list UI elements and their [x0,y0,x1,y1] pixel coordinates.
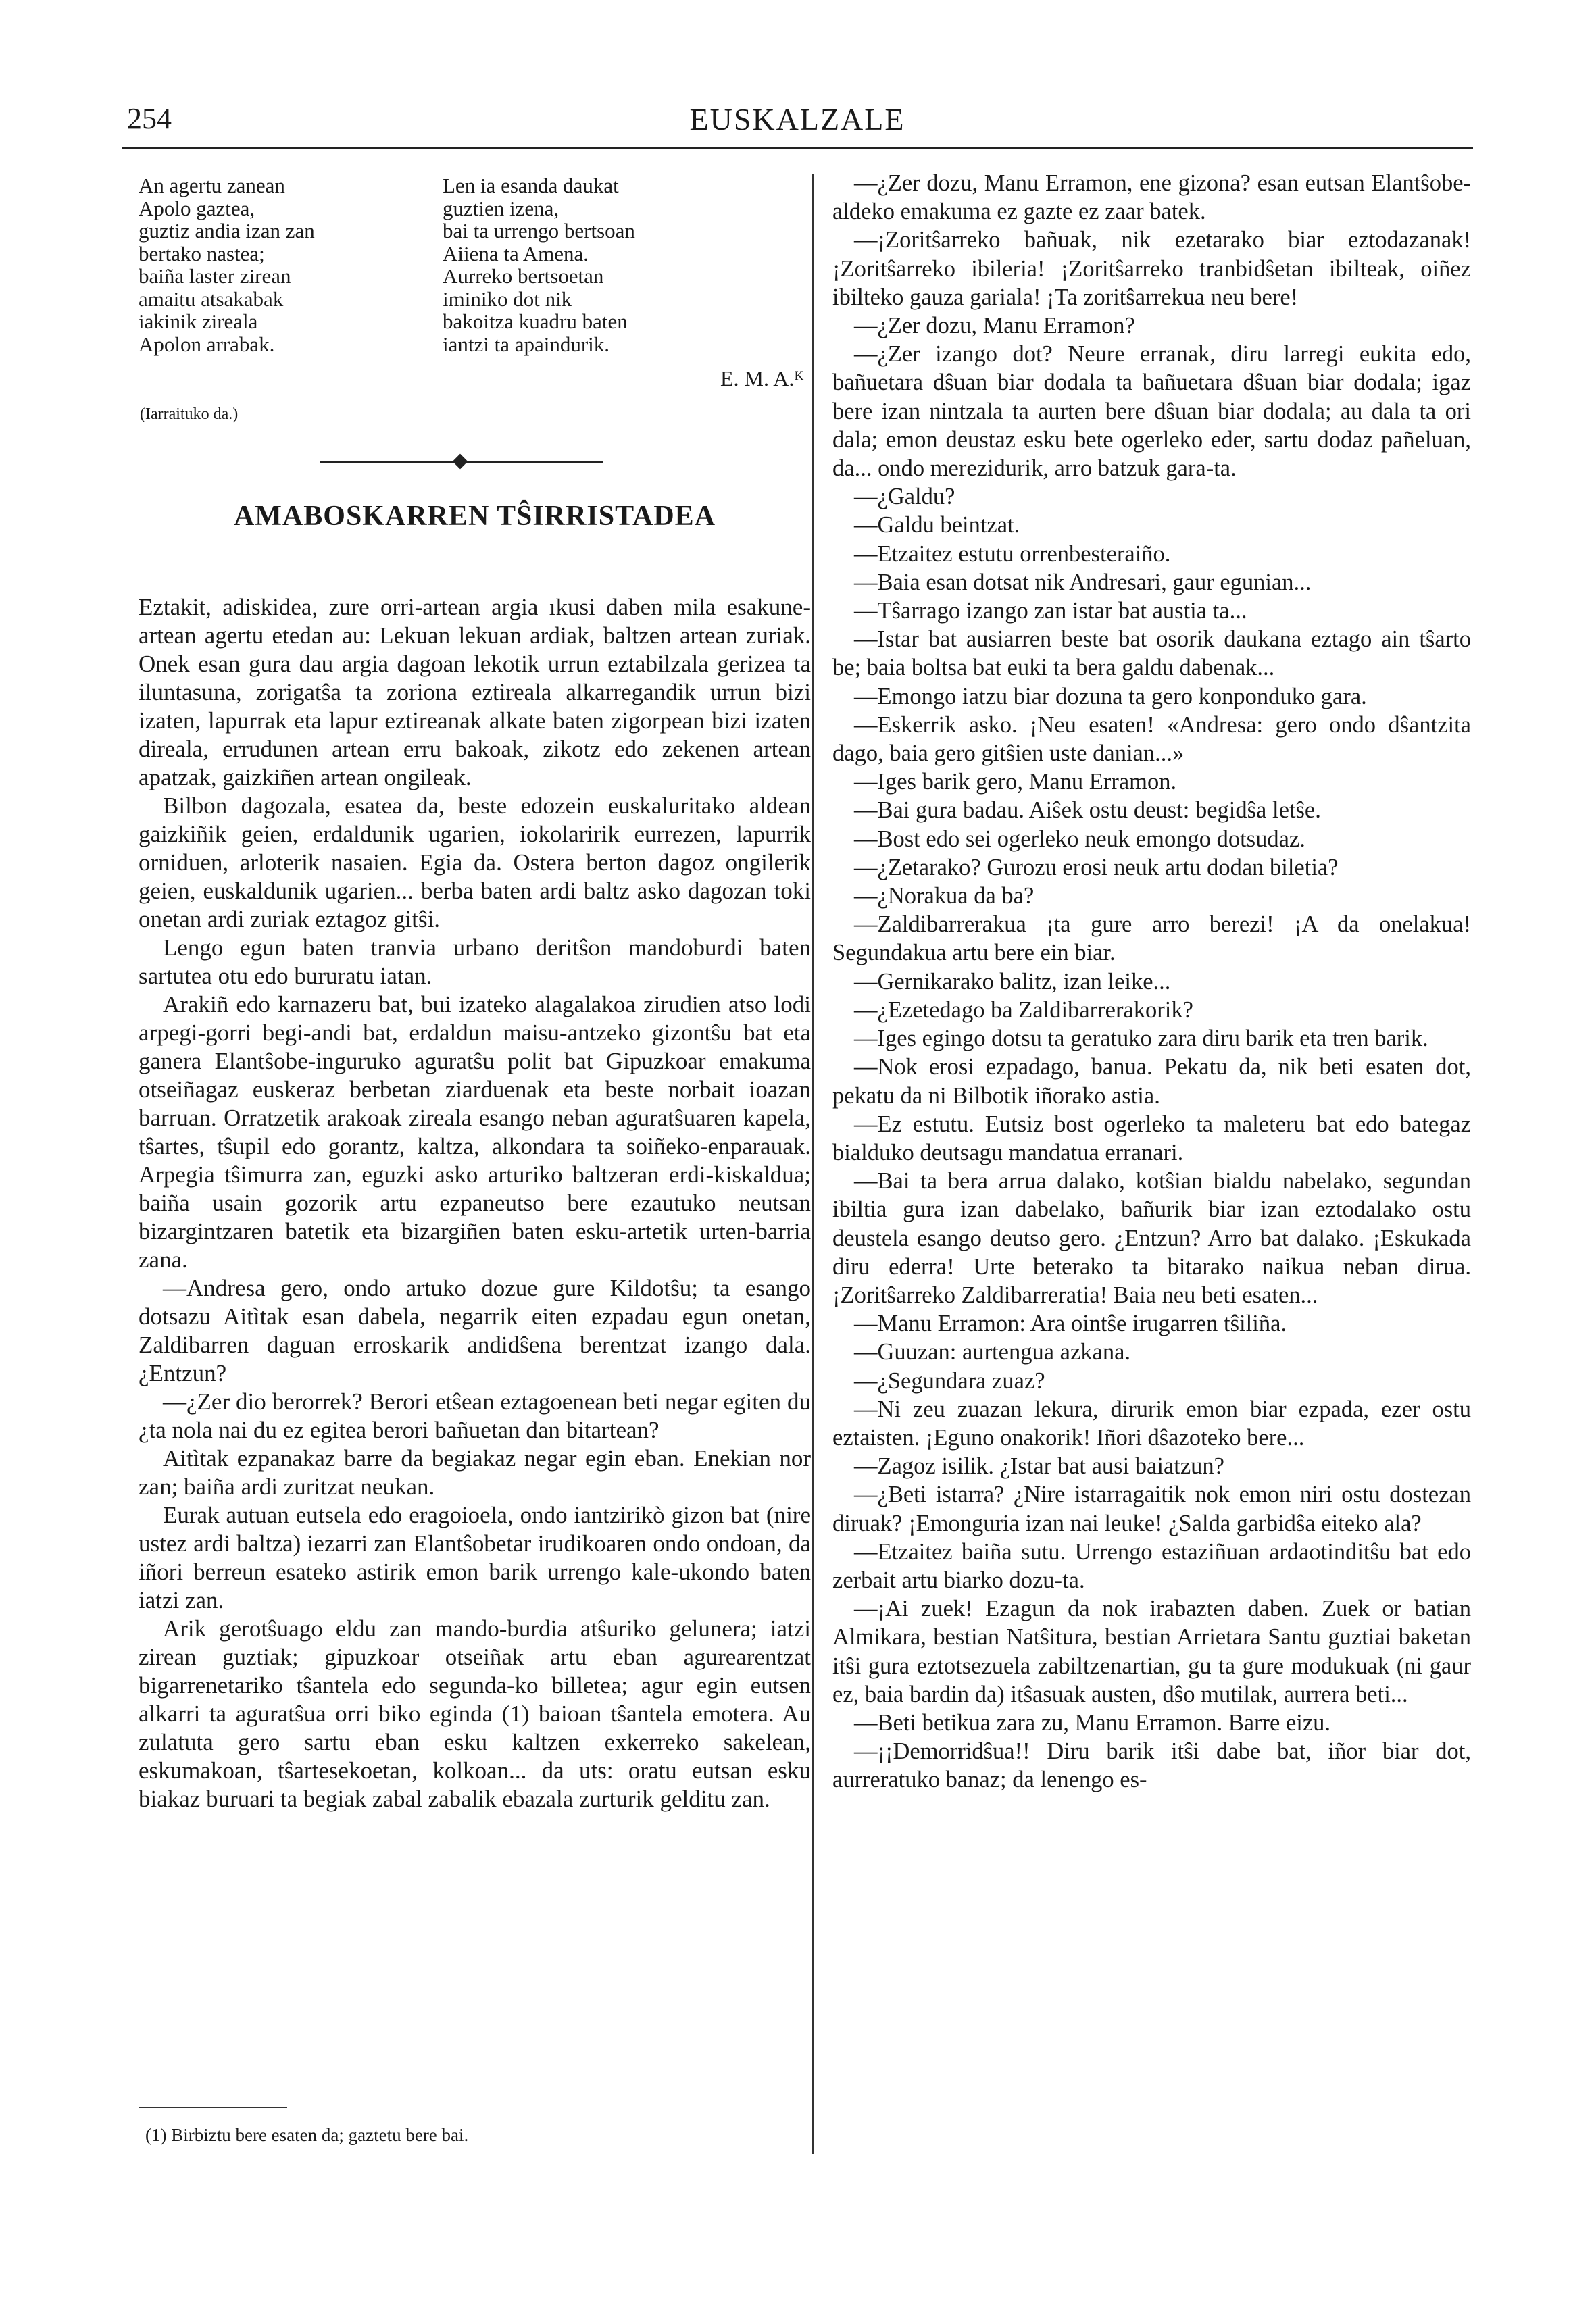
running-title: EUSKALZALE [689,102,905,136]
dialogue-paragraph: —Zagoz isilik. ¿Istar bat ausi baiatzun? [854,1453,1224,1480]
dialogue-paragraph: —Baia esan dotsat nik Andresari, gaur egunian... [854,569,1312,595]
section-ornament [139,453,811,473]
dialogue-paragraph: —Bost edo sei ogerleko neuk emongo dotsudaz. [854,826,1305,852]
dialogue-paragraph: —Gernikarako balitz, izan leike... [854,968,1171,995]
ornament-diamond [453,454,468,470]
article-body-left [139,593,811,1813]
paragraph: Lengo egun baten tranvia urbano deritŝon mandoburdi baten sartutea otu edo bururatu iatan. [139,934,811,989]
poem-line: bai ta urrengo bertsoan [443,219,635,243]
dialogue-paragraph: —Istar bat ausiarren beste bat osorik daukana eztago ain tŝarto be; baia boltsa bat euki ta bera galdu dabenak... [832,626,1471,681]
poem-line: iantzi ta apaindurik. [443,332,610,356]
header-rule [122,147,1473,149]
paragraph: Eurak autuan eutsela edo eragoioela, ondo iantzirikò gizon bat (nire ustez ardi baltza) iezarri zan Elantŝobetar irudikoaren ondo ondoan, da iñori berreun esateko astirik emon barik urrengo kale-ukondo baten iatzi zan. [139,1502,811,1613]
dialogue-paragraph: —¿Norakua da ba? [854,883,1034,909]
paragraph: Aitìtak ezpanakaz barre da begiakaz negar egin eban. Enekian nor zan; baiña ardi zuritzat neukan. [139,1445,811,1500]
poem-line: amaitu atsakabak [139,286,284,311]
dialogue-paragraph: —¡Zoritŝarreko bañuak, nik ezetarako biar eztodazanak! ¡Zoritŝarreko ibileria! ¡Zoritŝarreko tranbidŝetan ibilteak, oiñez ibilteko gauza gariala! ¡Ta zoritŝarrekua neu bere! [832,227,1471,310]
paragraph: Bilbon dagozala, esatea da, beste edozein euskaluritako aldean gaizkiñik geien, erdaldunik ugarien, iokolaririk eurrezen, lapurrik orniduen, arloterik nasaien. Egia da. Ostera berton dagoz ongilerik geien, euskaldunik ugarien... berba baten ardi baltz asko dagozan toki onetan ardi zuriak eztagoz gitŝi. [139,793,811,932]
dialogue-paragraph: —Eskerrik asko. ¡Neu esaten! «Andresa: gero ondo dŝantzita dago, baia gero gitŝien uste danian...» [832,711,1471,767]
poem-line: bertako nastea; [139,241,265,266]
dialogue-paragraph: —Guuzan: aurtengua azkana. [854,1339,1131,1365]
dialogue-paragraph: —Manu Erramon: Ara ointŝe irugarren tŝiliña. [854,1311,1287,1337]
dialogue-paragraph: —Nok erosi ezpadago, banua. Pekatu da, nik beti esaten dot, pekatu da ni Bilbotik iñorako astia. [832,1054,1471,1109]
poem-line: bakoitza kuadru baten [443,309,628,333]
dialogue-paragraph: —¿Zer dozu, Manu Erramon? [854,313,1135,339]
dialogue-paragraph: —Etzaitez estutu orrenbesteraiño. [854,540,1171,567]
right-column [832,169,1471,2169]
dialogue-paragraph: —Beti betikua zara zu, Manu Erramon. Barre eizu. [854,1709,1331,1736]
dialogue-paragraph: —Etzaitez baiña sutu. Urrengo estaziñuan ardaotinditŝu bat edo zerbait artu biarko dozu-ta. [832,1538,1471,1593]
poem-line: guztiz andia izan zan [139,219,315,243]
column-divider [812,174,814,2154]
dialogue-paragraph: —Ez estutu. Eutsiz bost ogerleko ta maleteru bat edo bategaz bialduko deutsagu mandatua erranari. [832,1111,1471,1165]
poem-line: iakinik zireala [139,309,258,333]
poem-line: Aiiena ta Amena. [443,241,589,266]
poem-line: Aurreko bertsoetan [443,264,604,288]
signature: E. M. A.ᴷ [720,366,804,391]
paragraph: Arik gerotŝuago eldu zan mando-burdia atŝuriko gelunera; iatzi zirean guztiak; gipuzkoar otseiñak artu eban agurearentzat bigarrenetariko tŝantela edo segunda-ko billetea; agur egin eutsen alkarri ta aguratŝua orri biko eginda (1) baioan tŝantela emotera. Au zulatuta gero sartu eban esku kaltzen exkerreko sakelean, eskumakoan, tŝartesekoetan, kolkoan... da uts: oratu eutsan esku biakaz buruari ta begiak zabal zabalik ebazala zurturik gelditu zan. [139,1615,811,1812]
footnote-rule [139,2107,287,2108]
poem-line: baiña laster zirean [139,264,291,288]
dialogue-paragraph: —¿Zer dozu, Manu Erramon, ene gizona? esan eutsan Elantŝobe-aldeko emakuma ez gazte ez zaar batek. [832,170,1471,225]
poem-line: Apolo gaztea, [139,196,255,220]
paragraph: Arakiñ edo karnazeru bat, bui izateko alagalakoa zirudien atso lodi arpegi-gorri begi-andi bat, erdaldun maisu-antzeko gizontŝu bat eta ganera Elantŝobe-inguruko aguratŝu polit bat Gipuzkoar emakuma otseiñagaz euskeraz berbetan ziarduenak eta beste norbait ioazan barruan. Orratzetik arakoak zireala esango neban aguratŝuaren kapela, tŝartes, tŝupil edo gorantz, kaltza, alkondara ta soiñeko-enparauak. Arpegia tŝimurra zan, eguzki asko arturiko baltzeran erdi-kiskaldua; baiña usain gozorik artu ezpaneutso bere ezautuko neutsan bizargintzaren batetik eta bizargiñen baten esku-artetik urten-barria zana. [139,991,811,1273]
poem-line: iminiko dot nik [443,286,572,311]
paragraph: Eztakit, adiskidea, zure orri-artean argia ıkusi daben mila esakune-artean agertu etedan au: Lekuan lekuan ardiak, baltzen artean zuriak. Onek esan gura dau argia dagoan lekotik urrun eztabilzala gerizea ta iluntasuna, zorigatŝa ta zoriona eztireala alkarregandik urrun bizi izaten, lapurrak eta lapur eztireanak alkate baten zigorpean bizi izaten direala, errudunen artean erru bakoak, zikotz edo zekenen artean apatzak, gaizkiñen artean ongileak. [139,594,811,790]
continuation-note: (Iarraituko da.) [140,405,239,423]
dialogue-paragraph: —Bai ta bera arrua dalako, kotŝian bialdu nabelako, segundan ibiltia gura izan dabelako, bañurik biar izan eztodalako ostu deustela esango deutso gero. ¿Entzun? Arro bat dalako. ¡Eskukada diru ederra! Urte beterako ta bitarako naikua neban dirua. ¡Zoritŝarreko Zaldibarreratia! Baia neu beti esaten... [832,1168,1471,1308]
footnote: (1) Birbiztu bere esaten da; gaztetu bere bai. [145,2125,469,2145]
poem-left [139,174,436,355]
dialogue-paragraph: —¿Galdu? [854,484,955,510]
poem-block [139,169,811,453]
dialogue-paragraph: —Iges barik gero, Manu Erramon. [854,769,1177,795]
poem-line: Apolon arrabak. [139,332,275,356]
poem-line: An agertu zanean [139,174,285,197]
paragraph: —¿Zer dio berorrek? Berori etŝean eztagoenean beti negar egiten du ¿ta nola nai du ez egitea berori bañuetan dan bitartean? [139,1388,811,1443]
dialogue-paragraph: —¿Beti istarra? ¿Nire istarragaitik nok emon niri ostu dostezan diruak? ¡Emonguria izan nai leuke! ¿Salda garbidŝa eiteko ala? [832,1482,1471,1536]
left-column [139,169,811,2169]
page-number: 254 [127,102,172,135]
dialogue-paragraph: —Tŝarrago izango zan istar bat austia ta... [854,598,1247,624]
dialogue-paragraph: —Ni zeu zuazan lekura, dirurik emon biar ezpada, ezer ostu eztaisten. ¡Eguno onakorik! Iñori dŝazoteko bere... [832,1396,1471,1451]
dialogue-paragraph: —¿Segundara zuaz? [854,1367,1045,1394]
dialogue-paragraph: —¿Ezetedago ba Zaldibarrerakorik? [854,997,1193,1023]
dialogue-paragraph: —Bai gura badau. Aiŝek ostu deust: begidŝa letŝe. [854,797,1321,824]
dialogue-paragraph: —Iges egingo dotsu ta geratuko zara diru barik eta tren barik. [854,1026,1428,1052]
dialogue-paragraph: —¡¡Demorridŝua!! Diru barik itŝi dabe bat, iñor biar dot, aurreratuko banaz; da lenengo es- [832,1738,1471,1793]
dialogue-paragraph: —Emongo iatzu biar dozuna ta gero konponduko gara. [854,683,1367,709]
dialogue-paragraph: —Galdu beintzat. [854,512,1020,538]
poem-right [443,174,811,391]
dialogue-paragraph: —¿Zetarako? Gurozu erosi neuk artu dodan biletia? [854,854,1339,880]
poem-line: Len ia esanda daukat [443,174,619,197]
paragraph: —Andresa gero, ondo artuko dozue gure Kildotŝu; ta esango dotsazu Aitìtak esan dabela, negarrik eiten ezpadau egun onetan, Zaldibarren daguan erroskarik andidŝena berentzat izango dala. ¿Entzun? [139,1275,811,1386]
poem-line: guztien izena, [443,196,559,220]
dialogue-paragraph: —¿Zer izango dot? Neure erranak, diru larregi eukita edo, bañuetara dŝuan biar dodala ta bañuetara dŝuan biar dodala; igaz bere izan nintzala ta aurten bere dŝuan biar dodala; au dala ta ori dala; emon deustaz esku bete ogerleko eder, sartu dodaz pañeluan, da... ondo merezidurik, arro batzuk gara-ta. [832,341,1471,482]
article-title: AMABOSKARREN TŜIRRISTADEA [233,501,716,532]
dialogue-paragraph: —Zaldibarrerakua ¡ta gure arro berezi! ¡A da onelakua! Segundakua artu bere ein biar. [832,911,1471,966]
page-header [122,101,1473,142]
dialogue-paragraph: —¡Ai zuek! Ezagun da nok irabazten daben. Zuek or batian Almikara, bestian Natŝitura, bestian Arrietara Santu guztiai baketan itŝi gura eztotsezuela zabiltzenartian, gu ta gure modukuak (ni gaur ez, baia bardin da) itŝasuak austen, dŝo mutilak, aurrera beti... [832,1596,1471,1707]
